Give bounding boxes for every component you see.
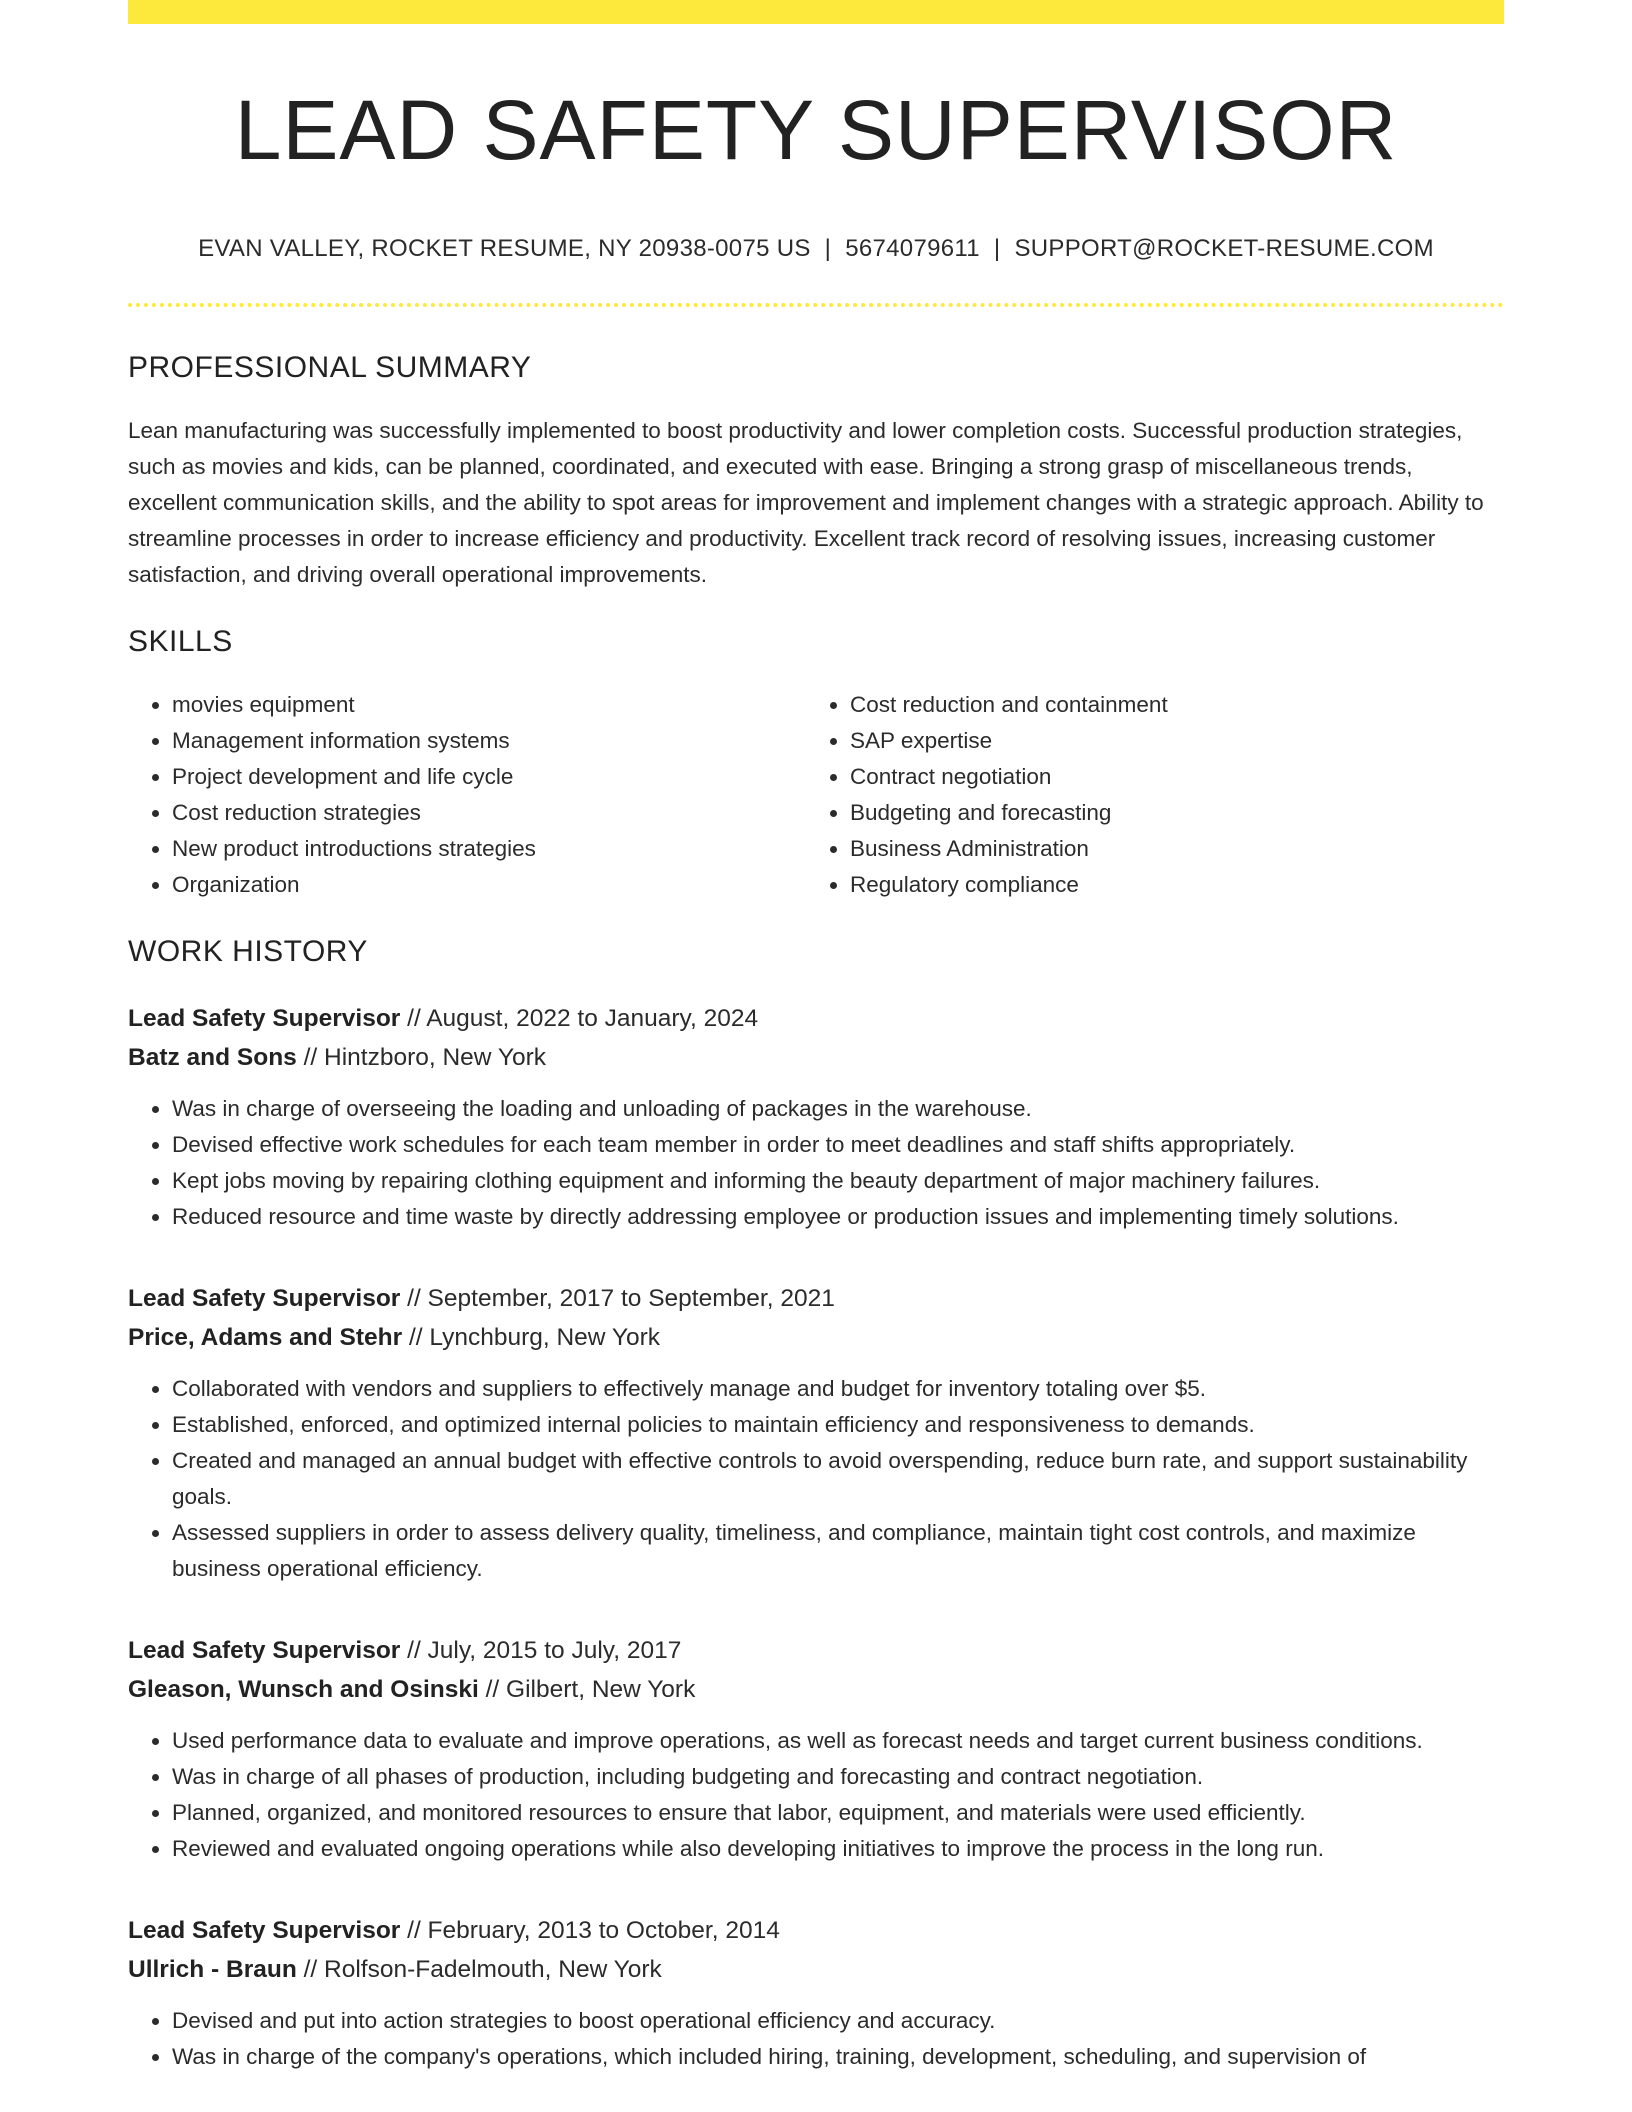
job-bullet: • Was in charge of the company's operations, which included hiring, training, development, scheduling, and supervision of: [172, 2039, 1504, 2075]
skill-item: • Project development and life cycle: [172, 759, 806, 795]
job-role-line: [128, 1911, 1504, 1950]
job-bullets: [128, 1091, 1504, 1235]
job-dates: // July, 2015 to July, 2017: [400, 1636, 682, 1664]
job-bullet: • Was in charge of all phases of production, including budgeting and forecasting and contract negotiation.: [172, 1759, 1504, 1795]
job-dates: // February, 2013 to October, 2014: [400, 1916, 780, 1944]
job-company-line: [128, 1318, 1504, 1357]
job-role: Lead Safety Supervisor: [128, 1916, 401, 1944]
job-bullet: • Created and managed an annual budget with effective controls to avoid overspending, reduce burn rate, and support sustainability goals.: [172, 1443, 1504, 1515]
contact-email: SUPPORT@ROCKET-RESUME.COM: [1014, 234, 1434, 262]
job-location: // Gilbert, New York: [478, 1675, 696, 1703]
skill-item: • Organization: [172, 867, 806, 903]
contact-phone: 5674079611: [845, 234, 980, 262]
skill-item: • Cost reduction strategies: [172, 795, 806, 831]
job-bullets: [128, 2003, 1504, 2075]
job-bullet: • Reduced resource and time waste by directly addressing employee or production issues and implementing timely solutions.: [172, 1199, 1504, 1235]
skill-item: • Contract negotiation: [850, 759, 1504, 795]
job-entry: [128, 1631, 1504, 1867]
skills-list: [128, 687, 1504, 903]
skill-item: • Management information systems: [172, 723, 806, 759]
job-entry: [128, 1911, 1504, 2075]
skill-item: • Budgeting and forecasting: [850, 795, 1504, 831]
resume-title: LEAD SAFETY SUPERVISOR: [234, 83, 1398, 177]
contact-separator: |: [824, 234, 832, 262]
job-role-line: [128, 1631, 1504, 1670]
job-company-line: [128, 1670, 1504, 1709]
job-bullet: • Collaborated with vendors and suppliers to effectively manage and budget for inventory totaling over $5.: [172, 1371, 1504, 1407]
job-company-line: [128, 1950, 1504, 1989]
job-entry: [128, 1279, 1504, 1587]
job-company: Price, Adams and Stehr: [128, 1323, 403, 1351]
job-company: Ullrich - Braun: [128, 1955, 297, 1983]
section-title-work-history: WORK HISTORY: [128, 934, 368, 968]
accent-top-bar: [128, 0, 1504, 24]
contact-address: EVAN VALLEY, ROCKET RESUME, NY 20938-0075 US: [198, 234, 811, 262]
job-bullet: • Assessed suppliers in order to assess delivery quality, timeliness, and compliance, maintain tight cost controls, and maximize business operational efficiency.: [172, 1515, 1504, 1587]
skill-item: • Cost reduction and containment: [850, 687, 1504, 723]
skill-item: • SAP expertise: [850, 723, 1504, 759]
skill-item: • New product introductions strategies: [172, 831, 806, 867]
job-location: // Rolfson-Fadelmouth, New York: [296, 1955, 662, 1983]
job-role-line: [128, 999, 1504, 1038]
job-company: Batz and Sons: [128, 1043, 297, 1071]
job-bullet: • Used performance data to evaluate and improve operations, as well as forecast needs and target current business conditions.: [172, 1723, 1504, 1759]
contact-line: [128, 235, 1504, 263]
job-bullet: • Reviewed and evaluated ongoing operations while also developing initiatives to improve the process in the long run.: [172, 1831, 1504, 1867]
skill-item: • movies equipment: [172, 687, 806, 723]
job-bullets: [128, 1371, 1504, 1587]
section-title-summary: PROFESSIONAL SUMMARY: [128, 350, 532, 384]
job-company: Gleason, Wunsch and Osinski: [128, 1675, 479, 1703]
job-role: Lead Safety Supervisor: [128, 1636, 401, 1664]
skills-column-right: [806, 687, 1504, 903]
job-bullets: [128, 1723, 1504, 1867]
skill-item: • Regulatory compliance: [850, 867, 1504, 903]
job-bullet: • Devised effective work schedules for each team member in order to meet deadlines and staff shifts appropriately.: [172, 1127, 1504, 1163]
job-location: // Lynchburg, New York: [402, 1323, 660, 1351]
contact-separator: |: [993, 234, 1001, 262]
job-bullet: • Kept jobs moving by repairing clothing equipment and informing the beauty department of major machinery failures.: [172, 1163, 1504, 1199]
job-role: Lead Safety Supervisor: [128, 1004, 401, 1032]
job-bullet: • Established, enforced, and optimized internal policies to maintain efficiency and responsiveness to demands.: [172, 1407, 1504, 1443]
job-entry: [128, 999, 1504, 1235]
job-dates: // August, 2022 to January, 2024: [400, 1004, 759, 1032]
job-role-line: [128, 1279, 1504, 1318]
job-role: Lead Safety Supervisor: [128, 1284, 401, 1312]
job-bullet: • Planned, organized, and monitored resources to ensure that labor, equipment, and materials were used efficiently.: [172, 1795, 1504, 1831]
section-title-skills: SKILLS: [128, 624, 233, 658]
skill-item: • Business Administration: [850, 831, 1504, 867]
summary-text: Lean manufacturing was successfully implemented to boost productivity and lower completion costs. Successful production strategies, such as movies and kids, can be planned, coordinated, and executed with ease. Bringing a strong grasp of miscellaneous trends, excellent communication skills, and the ability to spot areas for improvement and implement changes with a strategic approach. Ability to streamline processes in order to increase efficiency and productivity. Excellent track record of resolving issues, increasing customer satisfaction, and driving overall operational improvements.: [128, 417, 1484, 587]
resume-page: [128, 0, 1504, 2075]
job-bullet: • Devised and put into action strategies to boost operational efficiency and accuracy.: [172, 2003, 1504, 2039]
job-location: // Hintzboro, New York: [296, 1043, 546, 1071]
dotted-divider: [128, 303, 1504, 307]
skills-column-left: [128, 687, 806, 903]
job-company-line: [128, 1038, 1504, 1077]
job-dates: // September, 2017 to September, 2021: [400, 1284, 835, 1312]
job-bullet: • Was in charge of overseeing the loading and unloading of packages in the warehouse.: [172, 1091, 1504, 1127]
